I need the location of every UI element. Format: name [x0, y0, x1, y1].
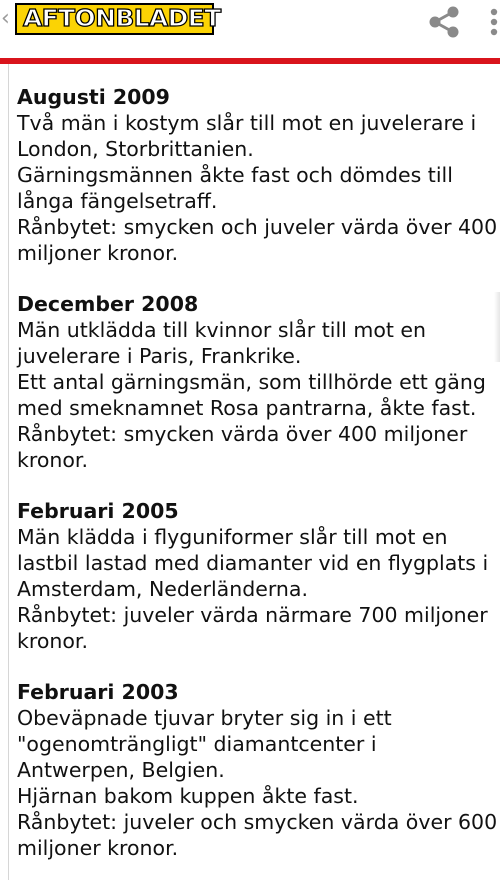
entry-line: Rånbytet: juveler och smycken värda över 600 miljoner kronor. [17, 810, 498, 860]
entry-line: Gärningsmännen åkte fast och dömdes till långa fängelsetraff. [17, 163, 453, 213]
entry-line: Ett antal gärningsmän, som tillhörde ett gäng med smeknamnet Rosa pantrarna, åkte fast. [17, 370, 486, 420]
left-rule [8, 64, 9, 880]
robbery-entry [17, 84, 498, 266]
robbery-entry [17, 498, 498, 654]
entry-date: Februari 2005 [17, 499, 179, 523]
back-chevron-icon[interactable]: ‹ [1, 6, 10, 31]
entry-date: December 2008 [17, 292, 199, 316]
entry-line: Hjärnan bakom kuppen åkte fast. [17, 784, 359, 808]
entry-line: Män utklädda till kvinnor slår till mot en juvelerare i Paris, Frankrike. [17, 318, 427, 368]
aftonbladet-logo[interactable] [15, 3, 221, 35]
entry-line: Rånbytet: smycken värda över 400 miljoner kronor. [17, 422, 468, 472]
share-icon[interactable] [426, 4, 462, 40]
robbery-entry [17, 291, 498, 473]
entry-line: Två män i kostym slår till mot en juvelerare i London, Storbrittanien. [17, 111, 477, 161]
menu-icon[interactable] [478, 6, 500, 38]
robbery-entry [17, 679, 498, 861]
entry-line: Rånbytet: smycken och juveler värda över 400 miljoner kronor. [17, 215, 498, 265]
entry-line: Män klädda i flyguniformer slår till mot en lastbil lastad med diamanter vid en flygplats i Amsterdam, Nederländerna. [17, 525, 489, 601]
article-body [17, 84, 498, 880]
header-accent-line [0, 58, 500, 64]
logo-text: AFTONBLADET [23, 6, 221, 32]
entry-date: Augusti 2009 [17, 85, 170, 109]
top-bar [0, 0, 500, 58]
entry-line: Rånbytet: juveler värda närmare 700 miljoner kronor. [17, 603, 488, 653]
entry-date: Februari 2003 [17, 680, 179, 704]
entry-line: Obeväpnade tjuvar bryter sig in i ett "ogenomträngligt" diamantcenter i Antwerpen, Belgien. [17, 706, 392, 782]
